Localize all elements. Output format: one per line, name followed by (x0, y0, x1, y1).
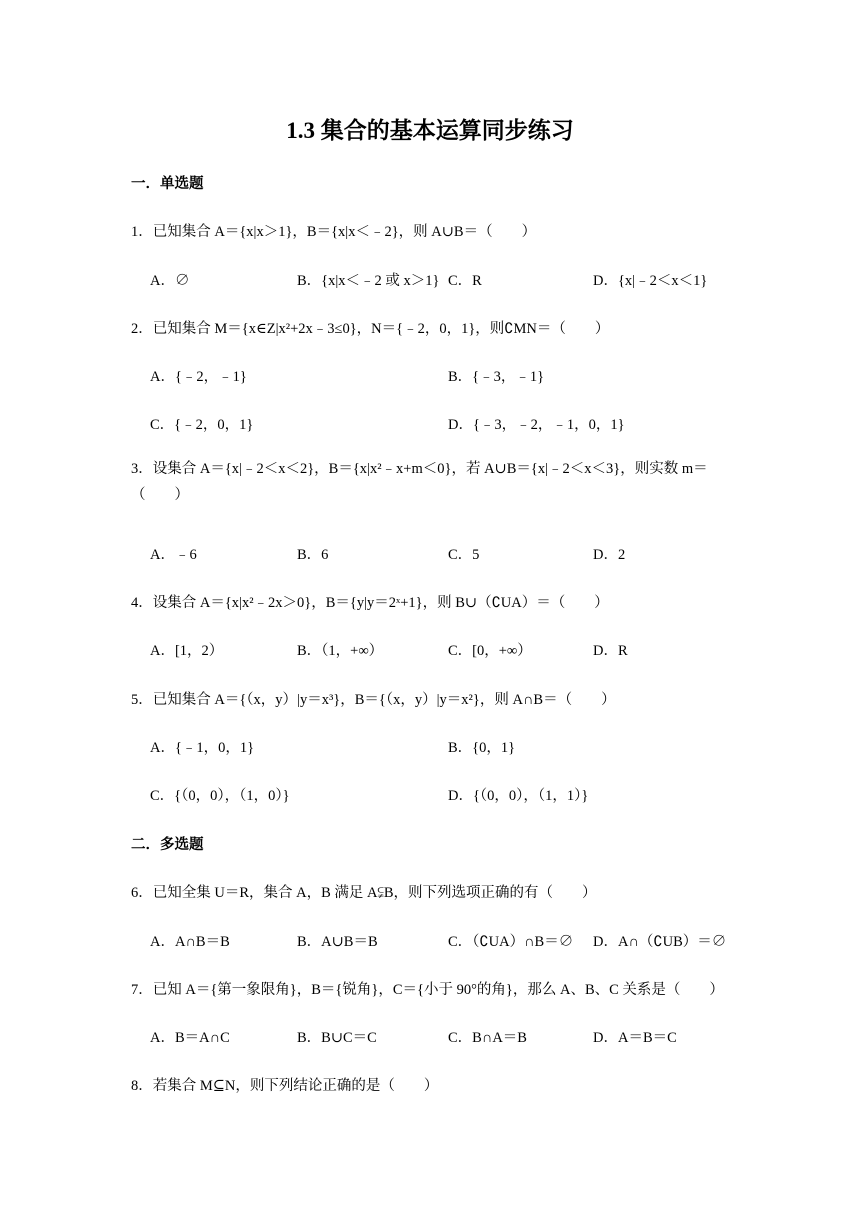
q1-option-a: A．∅ (150, 273, 190, 289)
question-5: 5．已知集合 A＝{（x，y）|y＝x³}，B＝{（x，y）|y＝x²}，则 A∩B＝（ ） (131, 692, 616, 708)
q7-option-c: C．B∩A＝B (448, 1030, 527, 1046)
question-4: 4．设集合 A＝{x|x²﹣2x＞0}，B＝{y|y＝2ˣ+1}，则 B∪（∁UA）＝（ ） (131, 595, 609, 611)
q5-option-c: C．{（0，0），（1，0）} (150, 788, 290, 804)
q2-option-d: D．{﹣3，﹣2，﹣1，0，1} (448, 417, 625, 433)
q4-option-b: B．（1，+∞） (297, 643, 384, 659)
question-3: 3．设集合 A＝{x|﹣2＜x＜2}，B＝{x|x²﹣x+m＜0}，若 A∪B＝{x|﹣2＜x＜3}，则实数 m＝（ ） (131, 461, 708, 503)
q1-option-c: C．R (448, 273, 482, 289)
q1-option-b: B．{x|x＜﹣2 或 x＞1} (297, 273, 440, 289)
q4-option-c: C．[0，+∞） (448, 643, 532, 659)
q2-option-c: C．{﹣2，0，1} (150, 417, 254, 433)
q3-option-b: B．6 (297, 547, 329, 563)
page-title: 1.3 集合的基本运算同步练习 (286, 118, 574, 143)
q3-option-d: D．2 (593, 547, 626, 563)
q7-option-b: B．B∪C＝C (297, 1030, 377, 1046)
q6-option-d: D．A∩（∁UB）＝∅ (593, 934, 727, 950)
question-8: 8．若集合 M⊆N，则下列结论正确的是（ ） (131, 1078, 439, 1094)
section-multiple-choice: 二．多选题 (131, 837, 204, 853)
q3-option-a: A．﹣6 (150, 547, 197, 563)
question-6: 6．已知全集 U＝R，集合 A，B 满足 A⫋B，则下列选项正确的有（ ） (131, 885, 597, 901)
q6-option-a: A．A∩B＝B (150, 934, 230, 950)
question-7: 7．已知 A＝{第一象限角}，B＝{锐角}，C＝{小于 90°的角}，那么 A、B、C 关系是（ ） (131, 982, 724, 998)
question-1: 1．已知集合 A＝{x|x＞1}，B＝{x|x＜﹣2}，则 A∪B＝（ ） (131, 224, 537, 240)
q2-option-a: A．{﹣2，﹣1} (150, 369, 247, 385)
q5-option-a: A．{﹣1，0，1} (150, 740, 255, 756)
q7-option-d: D．A＝B＝C (593, 1030, 677, 1046)
q1-option-d: D．{x|﹣2＜x＜1} (593, 273, 708, 289)
q2-option-b: B．{﹣3，﹣1} (448, 369, 545, 385)
section-single-choice: 一．单选题 (131, 176, 204, 192)
q6-option-c: C．（∁UA）∩B＝∅ (448, 934, 574, 950)
question-2: 2．已知集合 M＝{x∈Z|x²+2x﹣3≤0}，N＝{﹣2，0，1}，则∁MN＝（ ） (131, 321, 610, 337)
q4-option-a: A．[1，2） (150, 643, 224, 659)
q4-option-d: D．R (593, 643, 628, 659)
q6-option-b: B．A∪B＝B (297, 934, 378, 950)
q3-option-c: C．5 (448, 547, 480, 563)
q7-option-a: A．B＝A∩C (150, 1030, 230, 1046)
q5-option-b: B．{0，1} (448, 740, 516, 756)
q5-option-d: D．{（0，0），（1，1）} (448, 788, 589, 804)
